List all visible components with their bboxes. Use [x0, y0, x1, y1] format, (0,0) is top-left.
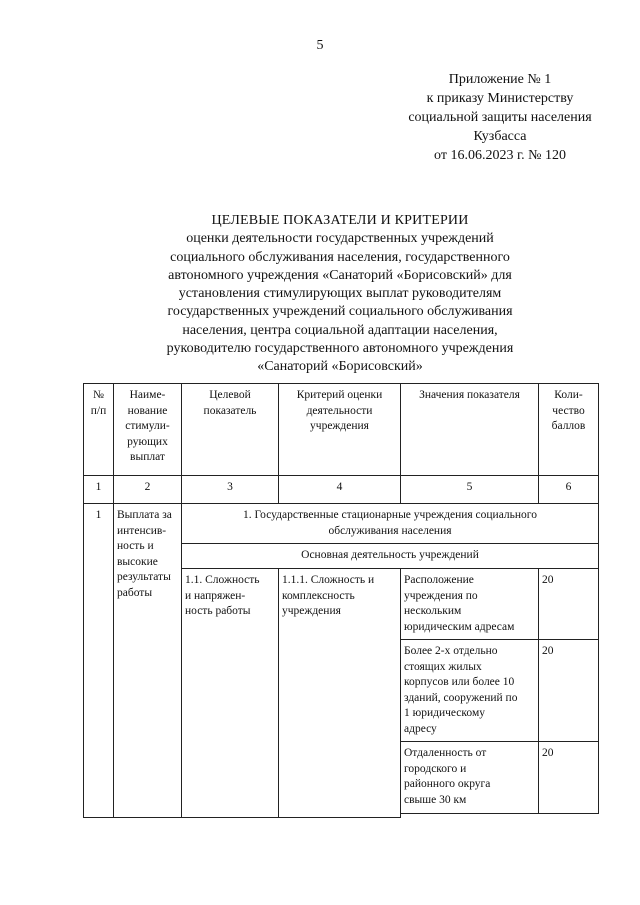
- header-payment-name: Наиме- нование стимули- рующих выплат: [114, 384, 182, 476]
- payment-name-cell: Выплата за интенсив- ность и высокие результаты работы: [114, 504, 182, 818]
- criterion-cell: 1.1.1. Сложность и комплексность учреждения: [279, 569, 401, 818]
- document-title: [90, 212, 590, 377]
- header-points: Коли- чество баллов: [539, 384, 599, 476]
- title-line: оценки деятельности государственных учреждений: [186, 231, 494, 247]
- appendix-line-2: к приказу Министерству: [426, 91, 574, 106]
- appendix-line-4: Кузбасса: [473, 129, 527, 144]
- column-number: 5: [401, 476, 539, 504]
- indicator-value-cell: Отдаленность от городского и районного округа свыше 30 км: [401, 742, 539, 814]
- title-line: руководителю государственного автономного учреждения: [166, 341, 514, 357]
- appendix-block: [380, 70, 620, 165]
- appendix-line-5: от 16.06.2023 г. № 120: [434, 148, 566, 163]
- points-cell: 20: [539, 742, 599, 814]
- subsection-heading: Основная деятельность учреждений: [182, 544, 599, 569]
- target-indicator-cell: 1.1. Сложность и напряжен- ность работы: [182, 569, 279, 818]
- appendix-line-1: Приложение № 1: [448, 72, 552, 87]
- row-number: 1: [84, 504, 114, 818]
- indicator-value-cell: Более 2-х отдельно стоящих жилых корпусов или более 10 зданий, сооружений по 1 юридическому адресу: [401, 640, 539, 742]
- title-line: населения, центра социальной адаптации населения,: [182, 322, 498, 338]
- points-cell: 20: [539, 569, 599, 640]
- column-number: 3: [182, 476, 279, 504]
- column-number: 6: [539, 476, 599, 504]
- title-line: государственных учреждений социального обслуживания: [167, 304, 513, 320]
- title-heading: ЦЕЛЕВЫЕ ПОКАЗАТЕЛИ И КРИТЕРИИ: [211, 213, 469, 228]
- header-criterion: Критерий оценки деятельности учреждения: [279, 384, 401, 476]
- section-heading: 1. Государственные стационарные учреждения социального обслуживания населения: [182, 504, 599, 544]
- title-line: автономного учреждения «Санаторий «Борисовский» для: [168, 267, 512, 283]
- header-target-indicator: Целевой показатель: [182, 384, 279, 476]
- criteria-table: [83, 383, 599, 818]
- header-row: [84, 384, 599, 476]
- points-cell: 20: [539, 640, 599, 742]
- header-number: № п/п: [84, 384, 114, 476]
- title-line: установления стимулирующих выплат руководителям: [178, 286, 502, 302]
- section-row: [84, 504, 599, 544]
- appendix-line-3: социальной защиты населения: [408, 110, 592, 125]
- column-number: 1: [84, 476, 114, 504]
- indicator-value-cell: Расположение учреждения по нескольким юридическим адресам: [401, 569, 539, 640]
- column-number: 2: [114, 476, 182, 504]
- header-indicator-values: Значения показателя: [401, 384, 539, 476]
- column-number: 4: [279, 476, 401, 504]
- page-number: 5: [316, 38, 324, 53]
- title-line: социального обслуживания населения, государственного: [170, 249, 510, 265]
- title-line: «Санаторий «Борисовский»: [257, 359, 423, 375]
- column-number-row: [84, 476, 599, 504]
